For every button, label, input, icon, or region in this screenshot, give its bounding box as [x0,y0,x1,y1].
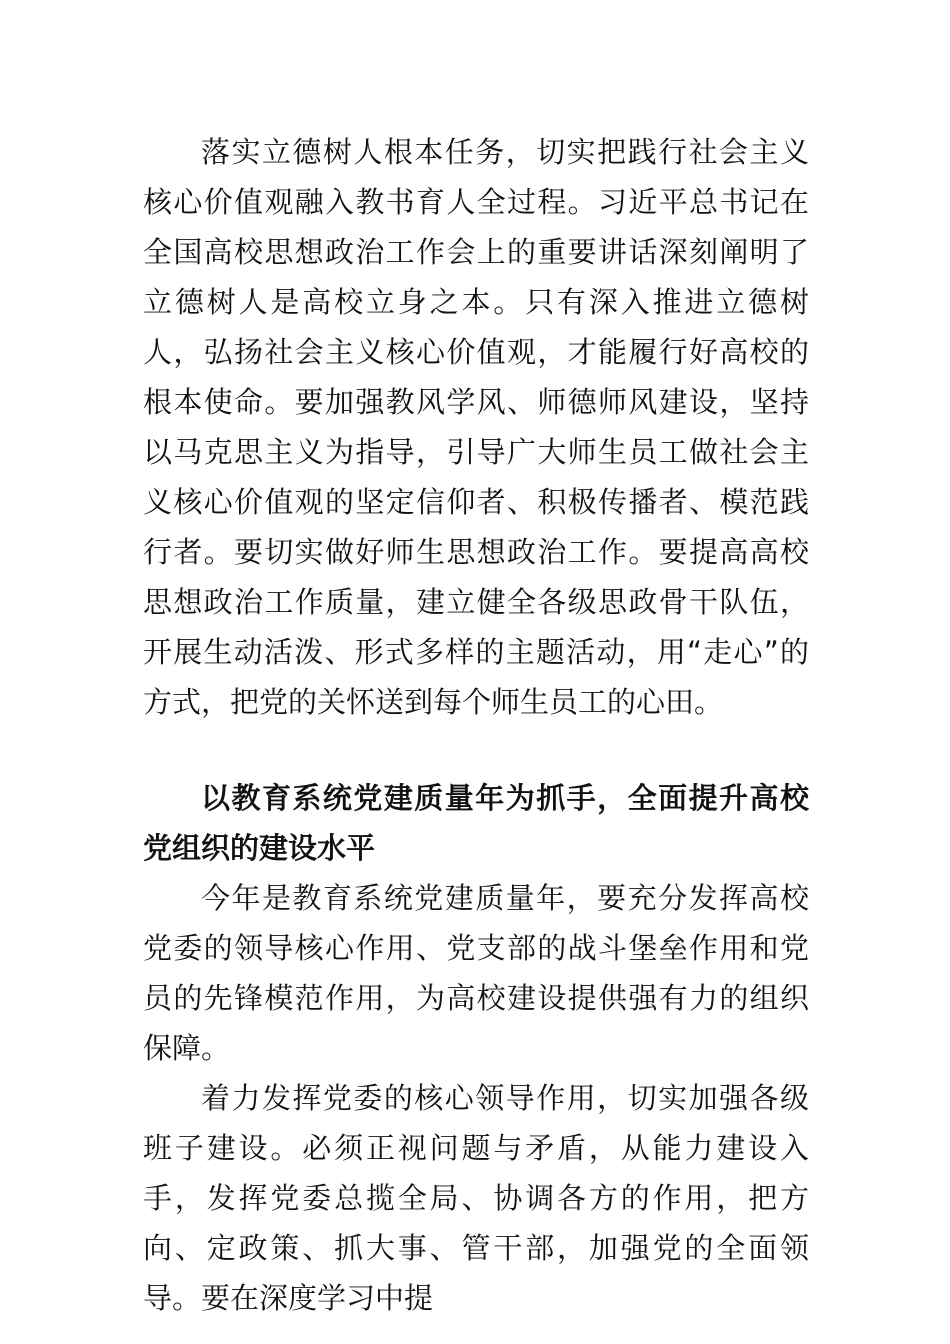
paragraph-dangwei-lingdao: 着力发挥党委的核心领导作用，切实加强各级班子建设。必须正视问题与矛盾，从能力建设入手，发挥党委总揽全局、协调各方的作用，把方向、定政策、抓大事、管干部，加强党的全面领导。要在深度学习中提 [143,1081,809,1315]
section-spacer [143,727,809,773]
paragraph-lide-shuren: 落实立德树人根本任务，切实把践行社会主义核心价值观融入教书育人全过程。习近平总书记在全国高校思想政治工作会上的重要讲话深刻阐明了立德树人是高校立身之本。只有深入推进立德树人，弘扬社会主义核心价值观，才能履行好高校的根本使命。要加强教风学风、师德师风建设，坚持以马克思主义为指导，引导广大师生员工做社会主义核心价值观的坚定信仰者、积极传播者、模范践行者。要切实做好师生思想政治工作。要提高高校思想政治工作质量，建立健全各级思政骨干队伍，开展生动活泼、形式多样的主题活动，用“走心”的方式，把党的关怀送到每个师生员工的心田。 [143,135,809,719]
paragraph-dangjian-zhiliangnian: 今年是教育系统党建质量年，要充分发挥高校党委的领导核心作用、党支部的战斗堡垒作用和党员的先锋模范作用，为高校建设提供强有力的组织保障。 [143,881,809,1065]
section-heading: 以教育系统党建质量年为抓手，全面提升高校党组织的建设水平 [143,781,809,865]
document-page [143,127,809,1323]
